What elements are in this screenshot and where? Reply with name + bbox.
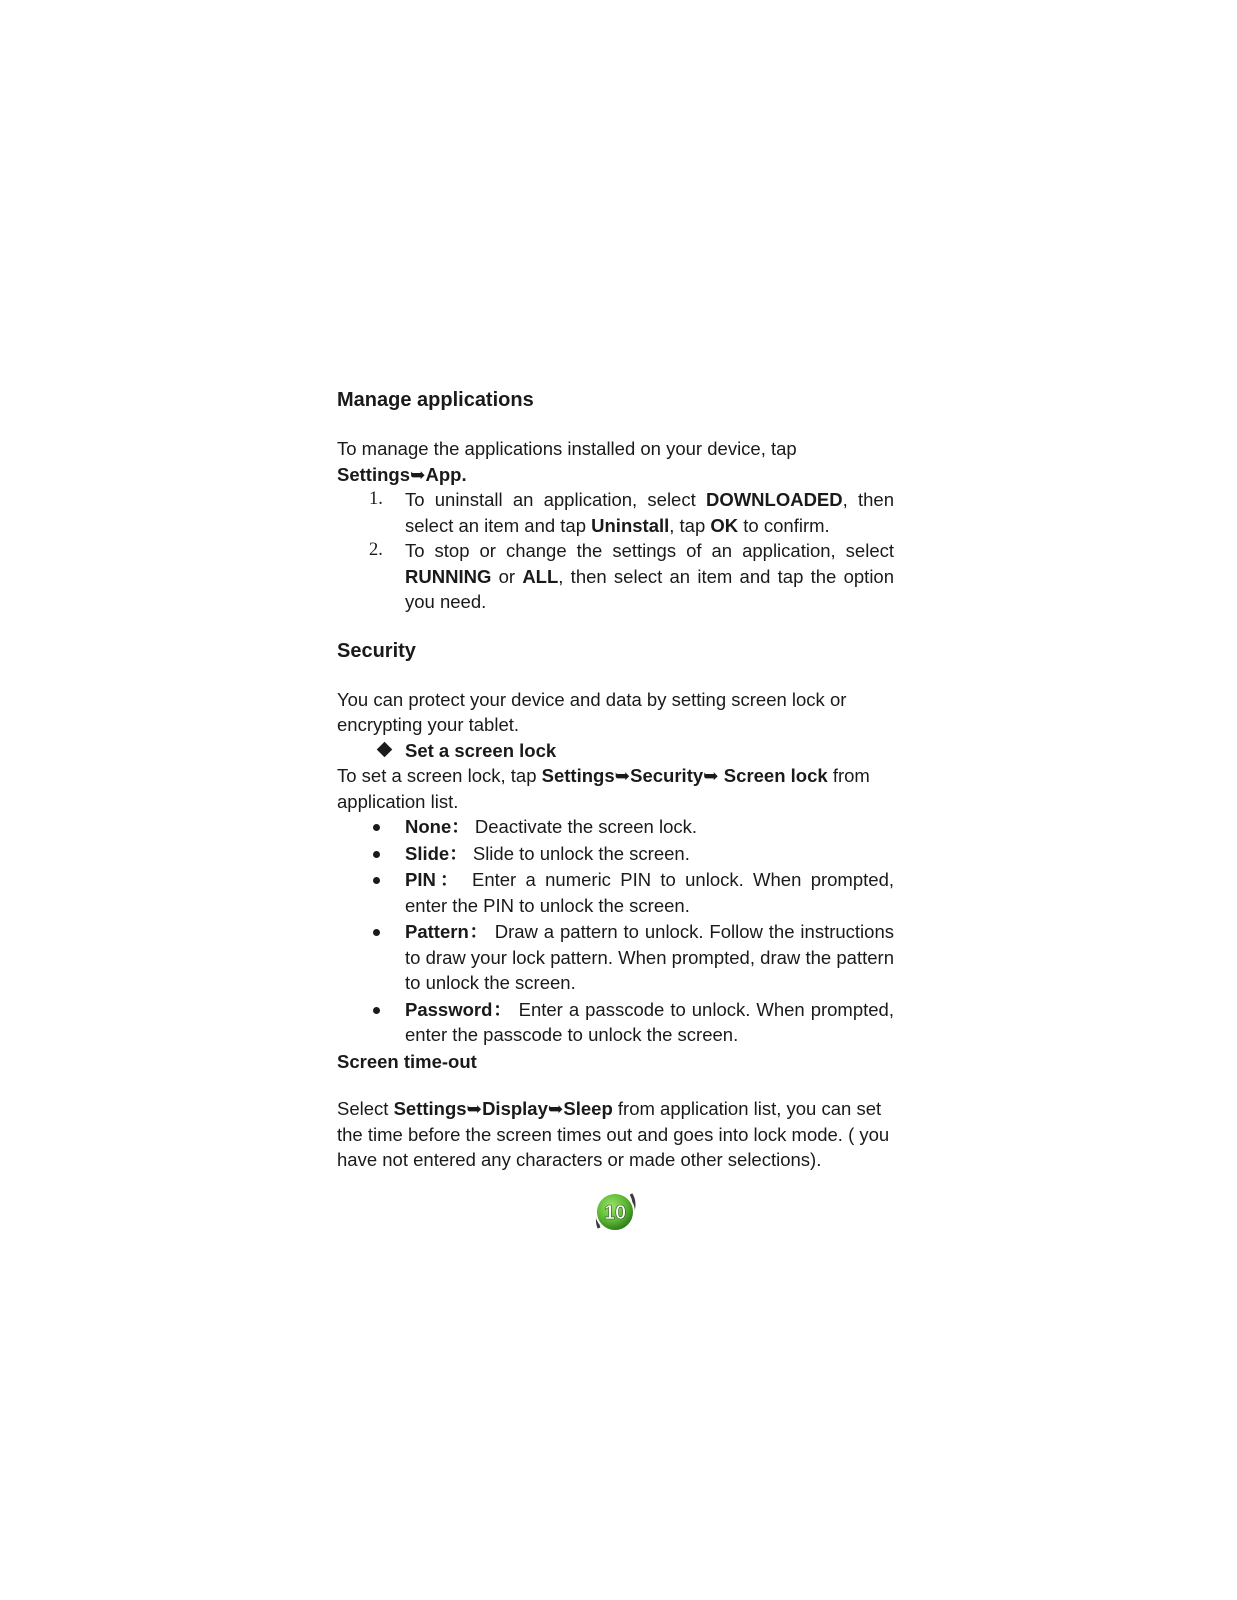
manage-step-1: 1. To uninstall an application, select DOWNLOADED, then select an item and tap Uninstall, tap OK to confirm. [369, 489, 894, 536]
manage-step-2: 2. To stop or change the settings of an application, select RUNNING or ALL, then select an item and tap the option you need. [369, 540, 895, 612]
screen-lock-instructions: To set a screen lock, tap Settings➥Security➥ Screen lock from application list. [337, 765, 870, 812]
lock-option-none: None： Deactivate the screen lock. [337, 814, 894, 840]
bullet-icon [373, 929, 380, 936]
security-intro: You can protect your device and data by setting screen lock or encrypting your tablet. [337, 688, 847, 735]
lock-options-list [337, 814, 894, 1048]
screen-timeout-heading: Screen time-out [337, 1050, 477, 1072]
bullet-icon [373, 877, 380, 884]
bullet-icon [373, 851, 380, 858]
manage-steps-list [337, 487, 894, 615]
screen-timeout-text: Select Settings➥Display➥Sleep from application list, you can set the time before the screen times out and goes into lock mode. ( you have not entered any characters or made other selections). [337, 1098, 890, 1170]
manage-intro: To manage the applications installed on your device, tap Settings➥App. [337, 438, 797, 485]
lock-option-password: Password： Enter a passcode to unlock. When prompted, enter the passcode to unlock the screen. [337, 997, 894, 1048]
bullet-icon [373, 824, 380, 831]
lock-option-pin: PIN： Enter a numeric PIN to unlock. When prompted, enter the PIN to unlock the screen. [337, 867, 894, 918]
diamond-bullet-icon [377, 741, 393, 757]
lock-option-pattern: Pattern： Draw a pattern to unlock. Follow the instructions to draw your lock pattern. When prompted, draw the pattern to unlock the screen. [337, 919, 894, 996]
bullet-icon [373, 1007, 380, 1014]
set-screen-lock-subheading: Set a screen lock [337, 738, 894, 764]
lock-option-slide: Slide： Slide to unlock the screen. [337, 841, 894, 867]
page-number-badge [591, 1188, 639, 1236]
manual-page [337, 386, 894, 1173]
manage-applications-heading: Manage applications [337, 389, 534, 411]
page-number: 10 [603, 1202, 627, 1224]
security-heading: Security [337, 639, 416, 662]
